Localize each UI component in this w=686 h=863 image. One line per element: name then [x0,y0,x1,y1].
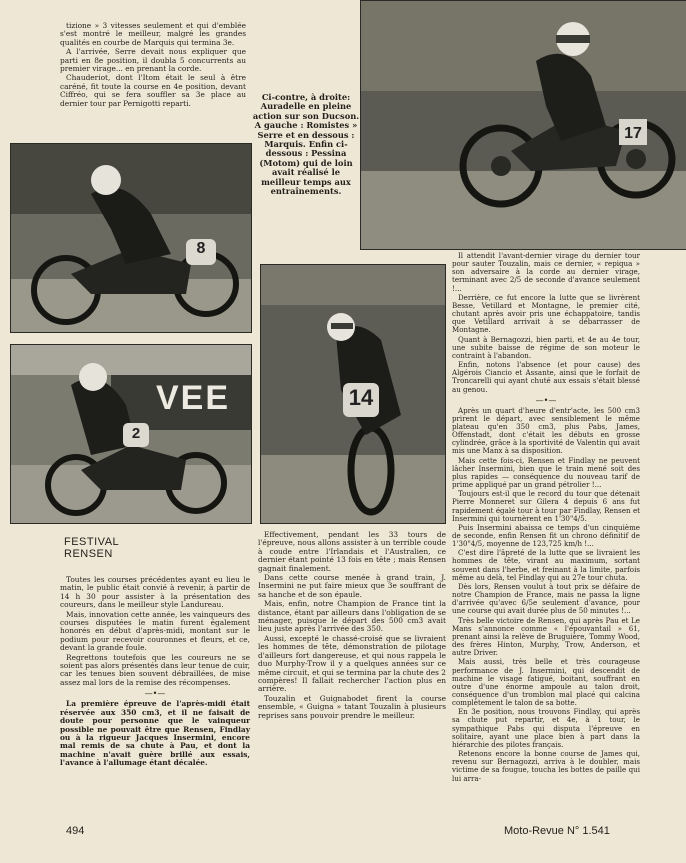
banner-text: VEE [156,379,231,417]
section-title [64,536,119,560]
race-number: 2 [131,425,141,442]
rider-illustration [11,144,251,332]
photo-caption: Ci-contre, à droite: Auradelle en pleine action sur son Ducson. A gauche : Romistes » Serre et en dessous : Marquis. Enfin ci-dessous : Pessina (Motom) qui de loin avait réalisé le meilleur temps aux entraînements. [252,92,360,197]
paragraph: Quant à Bernagozzi, bien parti, et 4e au 4e tour, une subite baisse de régime de son moteur le contraint à l'abandon. [452,334,640,360]
paragraph: Mais cette fois-ci, Rensen et Findlay ne peuvent lâcher Insermini, bien que le train mené soit des plus rapides — conséquence du nouveau tarif de prime appliqué par un grand pétrolier !... [452,455,640,490]
magazine-footer: Moto-Revue N° 1.541 [504,825,610,837]
paragraph: C'est dire l'âpreté de la lutte que se livraient les hommes de tête, virant au maximum, sortant souvent dans l'herbe, et freinant à la limite, parfois même au delà, tel Findlay qui au 27e tour chuta. [452,548,640,582]
paragraph: Très belle victoire de Rensen, qui après Pau et Le Mans s'annonce comme « l'épouvantail » 61, prenant ainsi la relève de Bruguière, Tommy Wood, des frères Hinton, Murphy, Trow, Anderson, et autre Driver. [452,615,640,658]
paragraph: Enfin, notons l'absence (et pour cause) des Algérois Ciancio et Assante, ainsi que le forfait de Troncarelli qui ayant chuté aux essais s'était blessé au genou. [452,360,640,394]
left-bottom-text [60,576,250,769]
photo-left-serre [10,143,252,333]
paragraph: Regrettons toutefois que les coureurs ne se soient pas alors présentés dans leur tenue de cuir, car les tenues bien souvent débraillées, de mise assez mal lors de la remise des récompenses. [60,652,250,687]
section-title-line: RENSEN [64,548,113,560]
paragraph: Mais, innovation cette année, les vainqueurs des courses disputées le matin furent également honorés en début d'après-midi, montant sur le podium pour recevoir couronnes et fleurs, et ce, devant la grande foule. [60,609,250,653]
page-number: 494 [66,825,85,837]
race-number: 8 [196,240,206,257]
paragraph: Effectivement, pendant les 33 tours de l'épreuve, nous allons assister à un terrible coude à coude entre l'Irlandais et l'Australien, ce dernier étant pointé 13 fois en tête ; mais Rensen gagnait finalement. [258,530,446,573]
rider-illustration [361,1,686,249]
paragraph-bold: La première épreuve de l'après-midi était réservée aux 350 cm3, et il ne faisait de doute pour personne que le vainqueur possible ne pouvait être que Rensen, Findlay ou à la rigueur Jacques Insermini, encore mal remis de sa chute à Pau, et dont la machine n'avait guère brillé aux essais, l'avance à l'allumage étant décalée. [60,699,250,768]
paragraph: Toutes les courses précédentes ayant eu lieu le matin, le public était convié à revenir, à partir de 14 h 30 pour assister à la présentation des coureurs, dans le meilleur style Landureau. [60,575,250,610]
paragraph: Dès lors, Rensen voulut à tout prix se défaire de notre Champion de France, mais ne passa la ligne d'arrivée qu'avec 6/5e seulement d'avance, pour une course qui avait durée plus de 50 minutes !... [452,581,640,616]
paragraph: Mais, enfin, notre Champion de France tint la distance, étant par ailleurs dans l'obligation de se ménager, puisque le départ des 500 cm3 avait lieu juste après l'arrivée des 350. [258,599,446,634]
photo-center-pessina [260,264,446,524]
paragraph: A l'arrivée, Serre devait nous expliquer que parti en 8e position, il doubla 5 concurrents au premier virage... en prenant la corde. [60,47,246,74]
paragraph: Puis Insermini abaissa ce temps d'un cinquième de seconde, enfin Rensen fit un chrono définitif de 1'30"4/5, moyenne de 123,725 km/h !... [452,522,640,549]
paragraph: Aussi, excepté le chassé-croisé que se livraient les hommes de tête, démonstration de pilotage d'ailleurs fort dangereuse, et qui nous rappela le duo Murphy-Trow il y a quelques années sur ce même circuit, et qui se termina par la chute des 2 compères! Il fallait rechercher l'action plus en arrière. [258,633,446,694]
paragraph: Mais aussi, très belle et très courageuse performance de J. Insermini, qui descendit de machine le visage fatigué, boitant, souffrant en outre d'une énorme ampoule au talon droit, conséquence d'un tromblon mal placé qui calcina complètement le talon de sa botte. [452,657,640,708]
race-number: 14 [348,385,374,410]
separator: —•— [535,395,557,405]
paragraph: Chauderiot, dont l'Itom était le seul à être caréné, fit toute la course en 4e position, devant Ciffréo, qui se fera souffler sa 3e place au dernier tour par Pernigotti reparti. [60,73,246,108]
paragraph: Toujours est-il que le record du tour que détenait Pierre Monneret sur Gilera 4 depuis 6 ans fut rapidement égalé tour à tour par Findlay, Rensen et Insermini qui tournèrent en 1'30"4/5. [452,489,640,523]
paragraph: Touzalin et Guignabodet firent la course ensemble, « Guigna » tatant Touzalin à plusieurs reprises sans pouvoir prendre le meilleur. [258,693,446,720]
svg-text:17: 17 [624,125,642,142]
paragraph: Il attendit l'avant-dernier virage du dernier tour pour sauter Touzalin, mais ce dernier, « repiqua » son adversaire à la corde au dernier virage, terminant avec 2/5 de seconde d'avance seulement !... [452,251,640,293]
left-top-text [60,22,246,109]
paragraph: tizione » 3 vitesses seulement et qui d'emblée s'est montré le meilleur, malgré les grandes qualités en courbe de Marquis qui termina 3e. [60,21,246,47]
photo-top-right [360,0,686,250]
paragraph: En 3e position, nous trouvons Findlay, qui après sa chute put repartir, et 4e, à 1 tour, le sympathique Pabs qui disputa l'épreuve en solitaire, ayant une place bien à part dans la hiérarchie des pilotes français. [452,707,640,749]
section-title-line: FESTIVAL [64,536,120,548]
paragraph: Retenons encore la bonne course de James qui, revenu sur Bernagozzi, arriva à le doubler, mais victime de sa fougue, toucha les bottes de paille qui lui arra- [452,749,640,783]
paragraph: Dans cette course menée à grand train, J. Insermini ne put faire mieux que 3e souffrant de sa hanche et de son épaule. [258,573,446,599]
photo-left-marquis [10,344,252,524]
right-text [452,252,640,784]
paragraph: Après un quart d'heure d'entr'acte, les 500 cm3 prirent le départ, avec sensiblement le même plateau qu'en 350 cm3, plus Pabs, James, Offenstadt, dont c'était les débuts en grosse cylindrée, grâce à la sportivité de Valentin qui avait mis une Manx à sa disposition. [452,405,640,456]
paragraph: Derrière, ce fut encore la lutte que se livrèrent Besse, Vetillard et Montagne, le premier cité, chutant après avoir pris une échappatoire, tandis que Vetillard arrivait à se débarrasser de Montagne. [452,292,640,335]
separator: —•— [144,689,166,699]
middle-text [258,531,446,721]
